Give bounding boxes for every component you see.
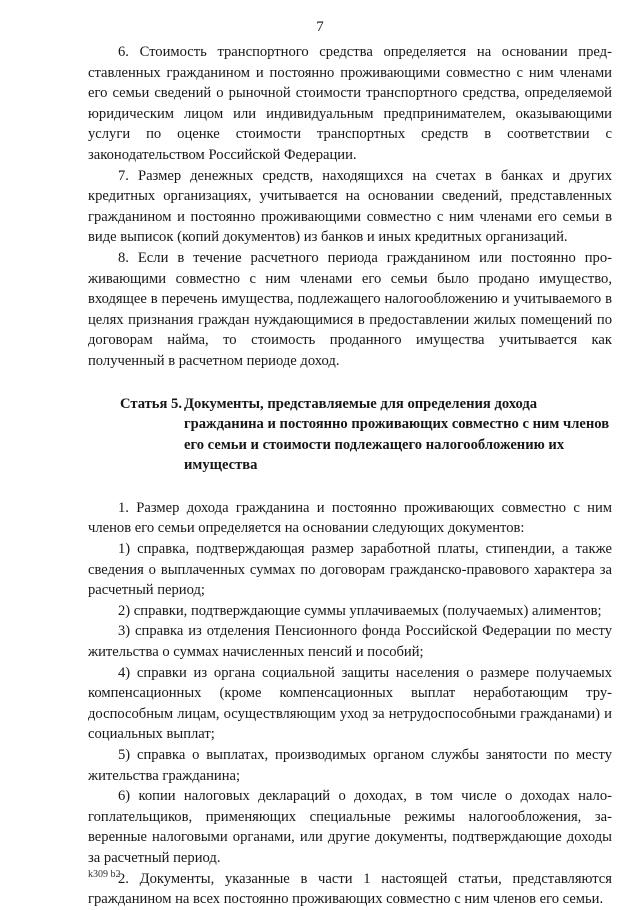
clause-1-item-3: 3) справка из отделения Пенсионного фонда Российской Федерации по месту жительства о суммах начисленных пенсий и пособий; [88, 623, 612, 661]
article-title: Документы, представляемые для определения дохода гражданина и постоянно проживающих совместно с ним членов его семьи и стоимости подлежащего налогообложению их имущества [184, 395, 610, 474]
clause-1-item-6: 6) копии налоговых деклараций о доходах, в том числе о доходах налогоплательщиков, применяющих специальные режимы налогообложения, заверенные налоговыми органами, или другие документы, подтверждающие доходы за расчетный период. [88, 788, 612, 866]
article-heading [88, 394, 612, 476]
clause-2: 2. Документы, указанные в части 1 настоящей статьи, представляются гражданином на всех постоянно проживающих совместно с ним членов его семьи. [88, 870, 612, 908]
document-body [88, 42, 612, 910]
paragraph-7: 7. Размер денежных средств, находящихся на счетах в банках и других кредитных организациях, учитывается на основании сведений, представленных гражданином и постоянно проживающими совместно с ним членами его семьи в виде выписок (копий документов) из банков и иных кредитных организаций. [88, 167, 612, 246]
article-label: Статья 5. [120, 395, 182, 412]
heading-spacer [88, 476, 612, 498]
footer-code: k309 b2 [88, 869, 121, 880]
paragraph-6: 6. Стоимость транспортного средства определяется на основании представленных гражданином и постоянно проживающими совместно с ним членами его семьи сведений о рыночной стоимости транспортного средства, определяемой юридическим лицом или индивидуальным предпринимателем, оказывающими услуги по оценке стоимости транспортных средств в соответствии с законодательством Российской Федерации. [88, 44, 612, 163]
clause-1-item-2: 2) справки, подтверждающие суммы уплачиваемых (получаемых) алиментов; [118, 602, 602, 619]
paragraph-8: 8. Если в течение расчетного периода гражданином или постоянно проживающими совместно с ним членами его семьи было продано имущество, входящее в перечень имущества, подлежащего налогообложению и учитываемого в целях признания граждан нуждающимися в предоставлении жилых помещений по договорам найма, то стоимость проданного имущества учитывается как полученный в расчетном периоде доход. [88, 249, 612, 369]
clause-1-item-4: 4) справки из органа социальной защиты населения о размере получаемых компенсационных (кроме компенсационных выплат неработающим трудоспособным лицам, осуществляющим уход за нетрудоспособными гражданами) и социальных выплат; [88, 664, 612, 743]
clause-1-item-5: 5) справка о выплатах, производимых органом службы занятости по месту жительства гражданина; [88, 747, 612, 784]
clause-1-item-1: 1) справка, подтверждающая размер заработной платы, стипендии, а также сведения о выплаченных суммах по договорам гражданско-правового характера за расчетный период; [88, 541, 612, 599]
clause-1: 1. Размер дохода гражданина и постоянно проживающих совместно с ним членов его семьи определяется на основании следующих документов: [88, 499, 612, 537]
page-number: 7 [316, 19, 324, 35]
